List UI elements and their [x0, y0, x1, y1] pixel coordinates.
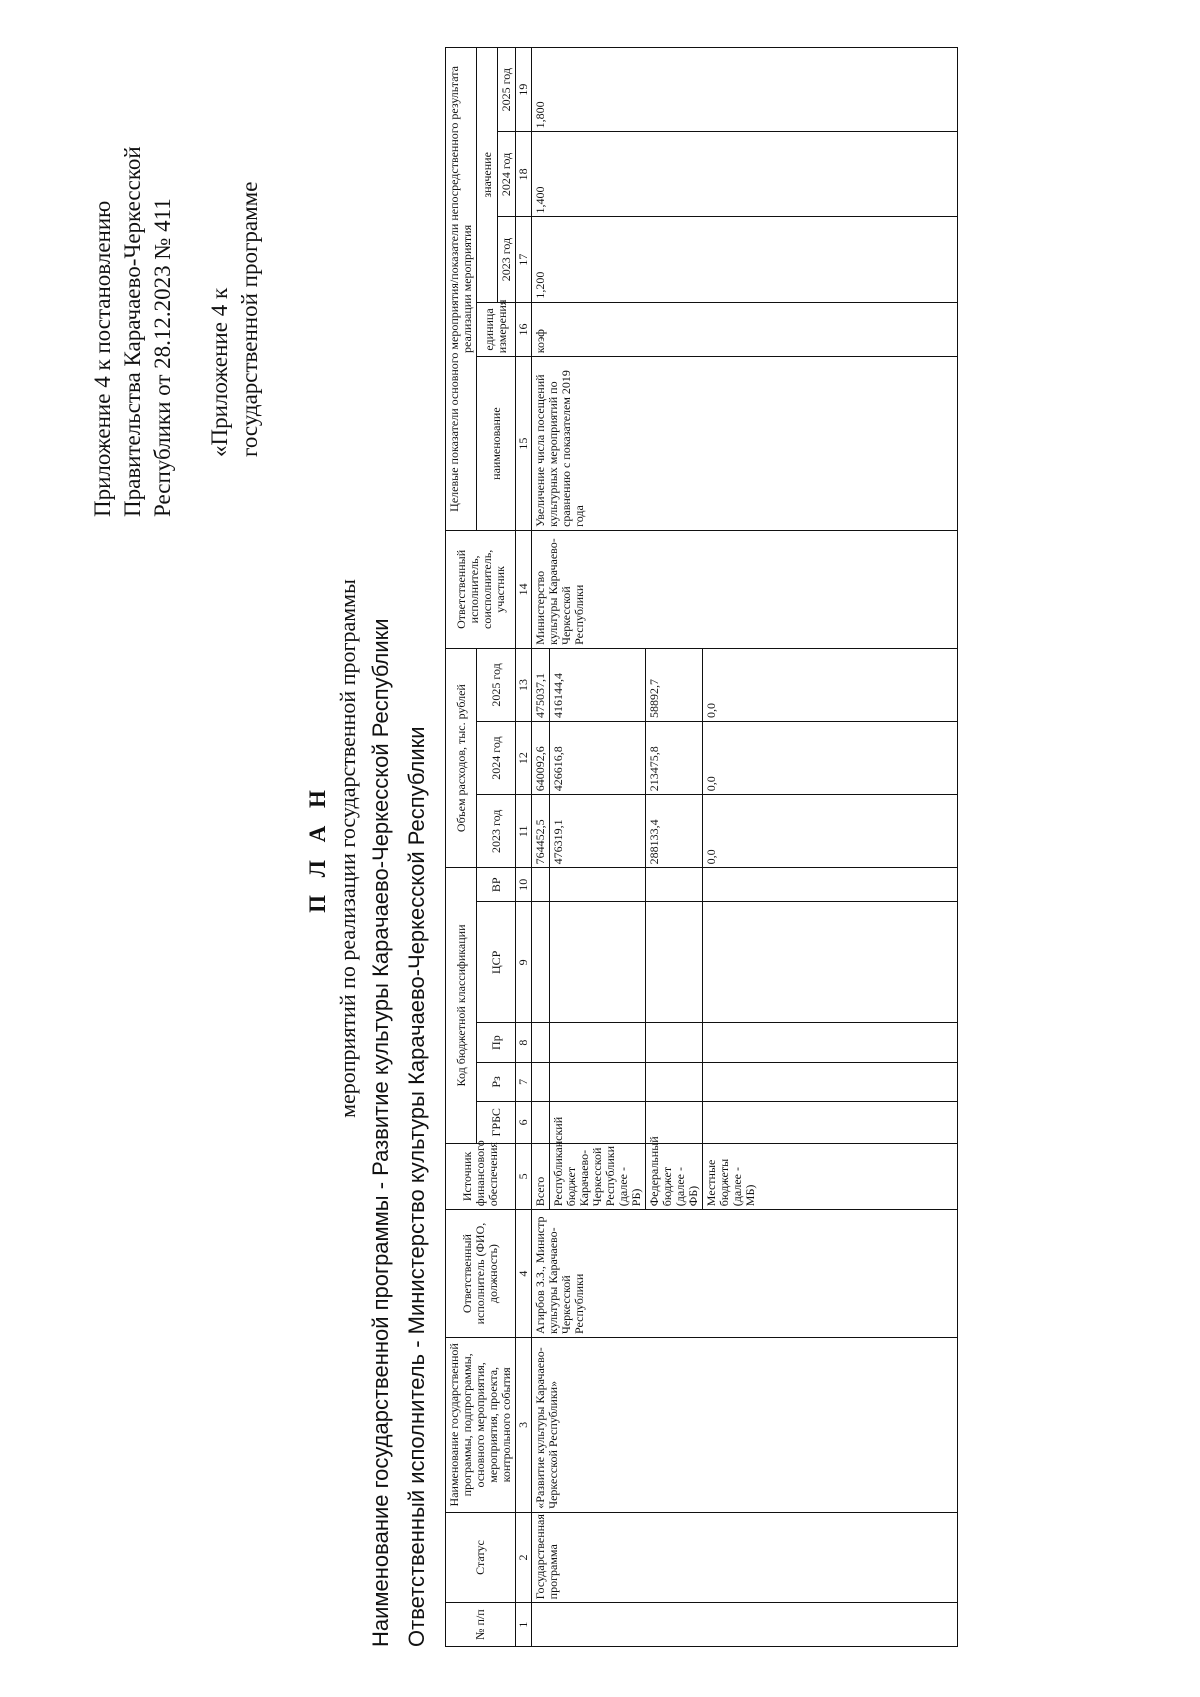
expense-2024: 0,0 — [703, 722, 958, 795]
expense-2023: 476319,1 — [550, 795, 646, 868]
empty-cell — [646, 1062, 703, 1101]
empty-cell — [703, 868, 958, 902]
header-exp-2023: 2023 год — [477, 795, 516, 868]
col-number: 19 — [516, 48, 532, 132]
header-row-1 — [446, 48, 477, 1647]
header-unit: единица измерения — [477, 302, 516, 357]
empty-cell — [646, 902, 703, 1023]
empty-cell — [646, 868, 703, 902]
row-status: Государственная программа — [532, 1512, 958, 1603]
col-number: 3 — [516, 1337, 532, 1512]
header-val-2025: 2025 год — [498, 48, 516, 132]
empty-cell — [550, 1062, 646, 1101]
header-csr: ЦСР — [477, 902, 516, 1023]
empty-cell — [703, 1062, 958, 1101]
header-num: № п/п — [446, 1603, 516, 1647]
header-value: значение — [477, 48, 498, 303]
empty-cell — [532, 902, 550, 1023]
header-executor: Ответственный исполнитель, соисполнитель, участник — [446, 530, 516, 648]
source-label: Местные бюджеты (далее - МБ) — [703, 1143, 958, 1210]
col-number: 2 — [516, 1512, 532, 1603]
executor-line: Ответственный исполнитель - Министерство культуры Карачаево-Черкесской Республики — [404, 726, 429, 1647]
appendix-program-reference: «Приложение 4 к государственной программе — [207, 181, 262, 457]
header-source: Источник финансового обеспечения — [446, 1143, 516, 1210]
empty-cell — [703, 1023, 958, 1062]
header-status: Статус — [446, 1512, 516, 1603]
col-number: 14 — [516, 530, 532, 648]
header-indicators: Целевые показатели основного мероприятия/показатели непосредственного результата реализации мероприятия — [446, 48, 477, 531]
empty-cell — [703, 902, 958, 1023]
col-number: 4 — [516, 1210, 532, 1338]
expense-2024: 213475,8 — [646, 722, 703, 795]
header-rz: Рз — [477, 1062, 516, 1101]
row-value-2023: 1,200 — [532, 217, 958, 302]
page-subtitle: мероприятий по реализации государственной программы — [335, 579, 360, 1118]
header-responsible: Ответственный исполнитель (ФИО, должность) — [446, 1210, 516, 1338]
source-label: Республиканский бюджет Карачаево-Черкесской Республики (далее - РБ) — [550, 1143, 646, 1210]
col-number: 11 — [516, 795, 532, 868]
col-number: 16 — [516, 302, 532, 357]
col-number: 13 — [516, 648, 532, 721]
empty-cell — [703, 1102, 958, 1144]
col-number: 5 — [516, 1143, 532, 1210]
page-title: П Л А Н — [305, 784, 330, 913]
col-number: 17 — [516, 217, 532, 302]
col-number: 18 — [516, 132, 532, 217]
header-pr: Пр — [477, 1023, 516, 1062]
expense-2024: 640092,6 — [532, 722, 550, 795]
row-responsible: Агирбов З.З., Министр культуры Карачаево-Черкесской Республики — [532, 1210, 958, 1338]
expense-2025: 475037,1 — [532, 648, 550, 721]
row-unit: коэф — [532, 302, 958, 357]
expense-2023: 0,0 — [703, 795, 958, 868]
empty-cell — [532, 1062, 550, 1101]
source-label: Федеральный бюджет (далее - ФБ) — [646, 1143, 703, 1210]
expense-2023: 764452,5 — [532, 795, 550, 868]
col-number: 12 — [516, 722, 532, 795]
expense-2025: 0,0 — [703, 648, 958, 721]
col-number: 10 — [516, 868, 532, 902]
empty-cell — [532, 1023, 550, 1062]
empty-cell — [550, 1023, 646, 1062]
table-row — [532, 48, 550, 1647]
header-expenses: Объем расходов, тыс. рублей — [446, 648, 477, 868]
header-grbs: ГРБС — [477, 1102, 516, 1144]
row-indicator-name: Увеличение числа посещений культурных мероприятий по сравнению с показателем 2019 года — [532, 357, 958, 531]
col-number: 7 — [516, 1062, 532, 1101]
header-budget-code: Код бюджетной классификации — [446, 868, 477, 1143]
empty-cell — [646, 1023, 703, 1062]
empty-cell — [532, 868, 550, 902]
program-name-line: Наименование государственной программы - Развитие культуры Карачаево-Черкесской Республики — [368, 618, 393, 1647]
row-program-name: «Развитие культуры Карачаево-Черкесской Республики» — [532, 1337, 958, 1512]
row-num — [532, 1603, 958, 1647]
expense-2025: 58892,7 — [646, 648, 703, 721]
col-number: 9 — [516, 902, 532, 1023]
col-number: 8 — [516, 1023, 532, 1062]
empty-cell — [550, 902, 646, 1023]
empty-cell — [532, 1102, 550, 1144]
col-number: 1 — [516, 1603, 532, 1647]
empty-cell — [550, 868, 646, 902]
expense-2023: 288133,4 — [646, 795, 703, 868]
expense-2024: 426616,8 — [550, 722, 646, 795]
header-name: Наименование государственной программы, подпрограммы, основного мероприятия, мероприятия, проекта, контрольного события — [446, 1337, 516, 1512]
row-value-2025: 1,800 — [532, 48, 958, 132]
row-value-2024: 1,400 — [532, 132, 958, 217]
header-val-2024: 2024 год — [498, 132, 516, 217]
col-number: 6 — [516, 1102, 532, 1144]
header-exp-2025: 2025 год — [477, 648, 516, 721]
header-val-2023: 2023 год — [498, 217, 516, 302]
plan-table — [445, 47, 958, 1647]
col-number: 15 — [516, 357, 532, 531]
header-exp-2024: 2024 год — [477, 722, 516, 795]
source-label: Всего — [532, 1143, 550, 1210]
appendix-reference: Приложение 4 к постановлению Правительства Карачаево-Черкесской Республики от 28.12.2023 № 411 — [90, 146, 175, 517]
header-indicator-name: наименование — [477, 357, 516, 531]
expense-2025: 416144,4 — [550, 648, 646, 721]
header-vr: ВР — [477, 868, 516, 902]
column-number-row — [516, 48, 532, 1647]
row-executor: Министерство культуры Карачаево-Черкесской Республики — [532, 530, 958, 648]
